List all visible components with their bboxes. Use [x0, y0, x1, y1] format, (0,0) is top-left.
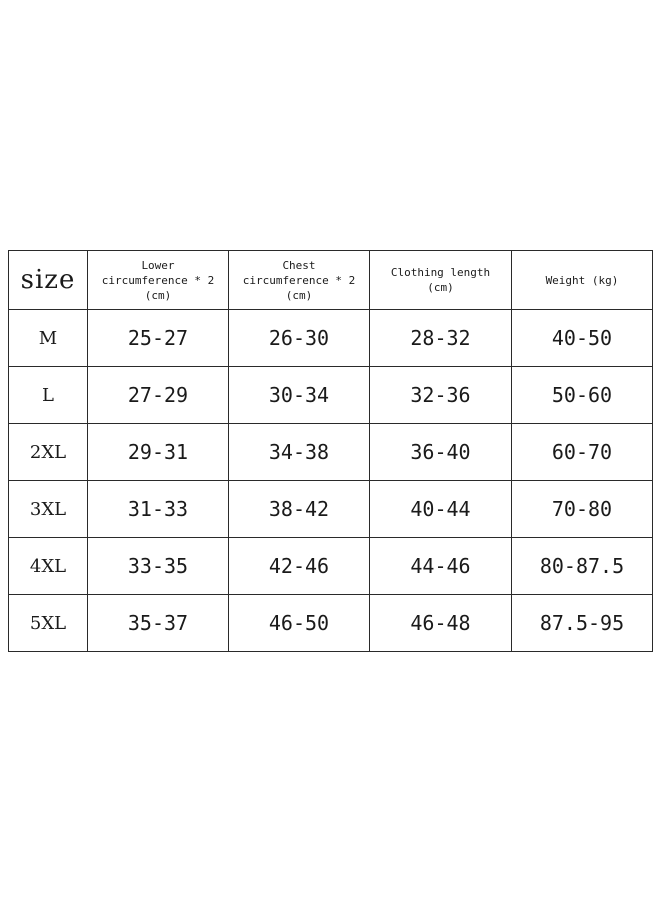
weight-cell: 50-60 [512, 367, 653, 424]
chest-circumference-cell: 38-42 [229, 481, 370, 538]
lower-circumference-cell: 27-29 [88, 367, 229, 424]
clothing-length-cell: 44-46 [370, 538, 512, 595]
clothing-length-cell: 32-36 [370, 367, 512, 424]
header-weight: Weight (kg) [512, 251, 653, 310]
size-cell: 5XL [9, 595, 88, 652]
size-cell: M [9, 310, 88, 367]
size-chart-table [8, 250, 653, 652]
header-row [9, 251, 653, 310]
lower-circumference-cell: 35-37 [88, 595, 229, 652]
lower-circumference-cell: 33-35 [88, 538, 229, 595]
lower-circumference-cell: 31-33 [88, 481, 229, 538]
lower-circumference-cell: 25-27 [88, 310, 229, 367]
table-row [9, 310, 653, 367]
weight-cell: 70-80 [512, 481, 653, 538]
size-cell: L [9, 367, 88, 424]
chest-circumference-cell: 42-46 [229, 538, 370, 595]
table-row [9, 367, 653, 424]
weight-cell: 40-50 [512, 310, 653, 367]
size-cell: 4XL [9, 538, 88, 595]
weight-cell: 87.5-95 [512, 595, 653, 652]
size-cell: 3XL [9, 481, 88, 538]
chest-circumference-cell: 46-50 [229, 595, 370, 652]
table-row [9, 424, 653, 481]
weight-cell: 60-70 [512, 424, 653, 481]
lower-circumference-cell: 29-31 [88, 424, 229, 481]
clothing-length-cell: 46-48 [370, 595, 512, 652]
chest-circumference-cell: 34-38 [229, 424, 370, 481]
table-row [9, 595, 653, 652]
header-lower-circumference: Lower circumference * 2 (cm) [88, 251, 229, 310]
chest-circumference-cell: 26-30 [229, 310, 370, 367]
clothing-length-cell: 36-40 [370, 424, 512, 481]
header-size: size [9, 251, 88, 310]
header-clothing-length: Clothing length (cm) [370, 251, 512, 310]
header-chest-circumference: Chest circumference * 2 (cm) [229, 251, 370, 310]
weight-cell: 80-87.5 [512, 538, 653, 595]
size-cell: 2XL [9, 424, 88, 481]
clothing-length-cell: 28-32 [370, 310, 512, 367]
clothing-length-cell: 40-44 [370, 481, 512, 538]
chest-circumference-cell: 30-34 [229, 367, 370, 424]
table-row [9, 538, 653, 595]
table-row [9, 481, 653, 538]
